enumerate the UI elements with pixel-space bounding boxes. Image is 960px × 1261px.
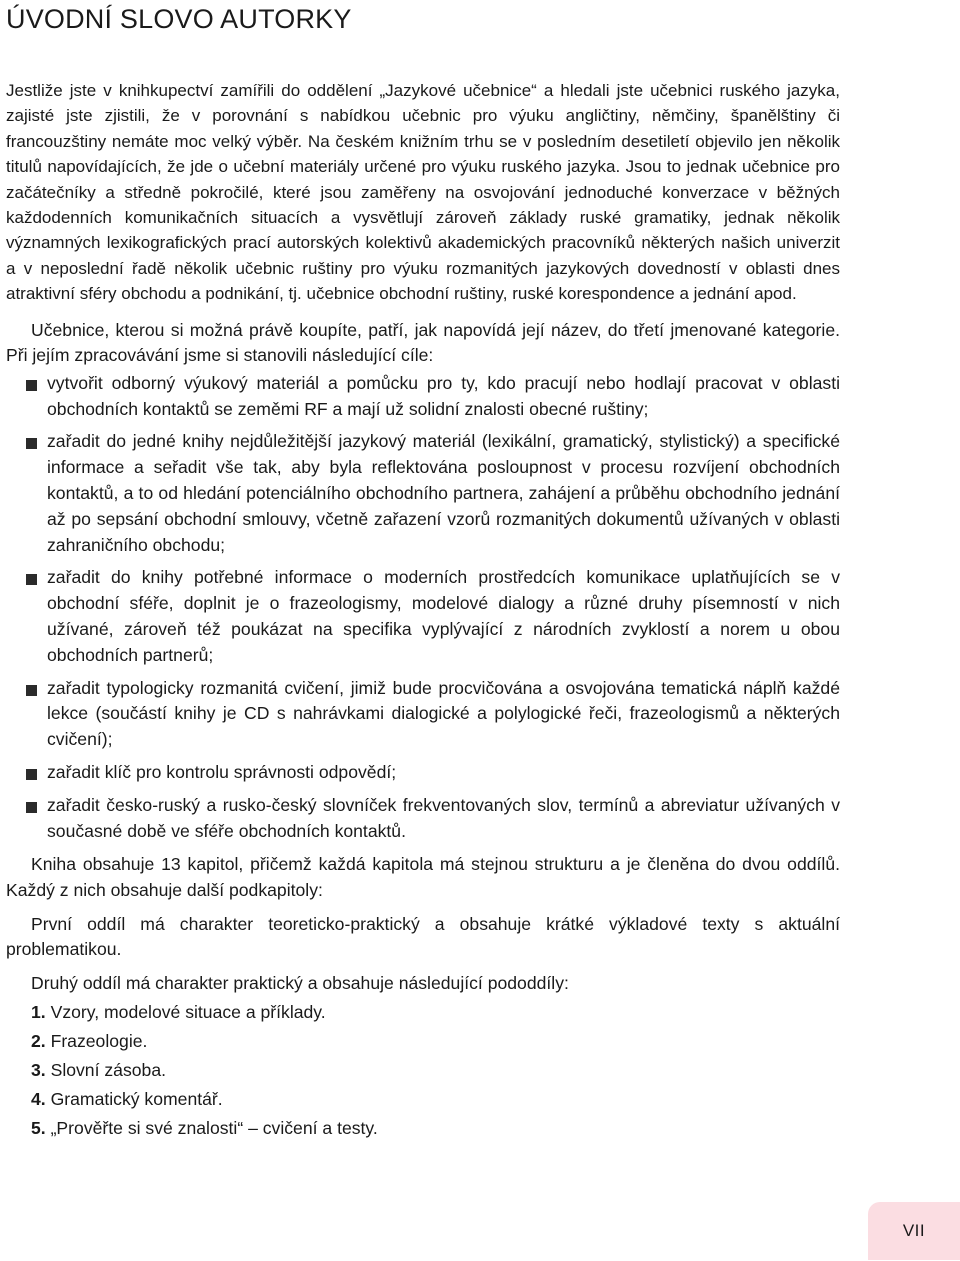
goal-text: vytvořit odborný výukový materiál a pomůcku pro ty, kdo pracují nebo hodlají pracovat v oblasti obchodních kontaktů se zeměmi RF a mají už solidní znalosti obecné ruštiny;	[47, 372, 840, 419]
goal-text: zařadit typologicky rozmanitá cvičení, jimiž bude procvičována a osvojována tematická náplň každé lekce (součástí knihy je CD s nahrávkami dialogické a polylogické řeči, frazeologismů a některých cvičení);	[47, 677, 840, 750]
goals-list	[6, 371, 840, 845]
page-title: ÚVODNÍ SLOVO AUTORKY	[6, 4, 352, 34]
item-text: Gramatický komentář.	[50, 1089, 223, 1110]
page-number: VII	[868, 1202, 960, 1260]
subsection-list	[6, 1000, 840, 1142]
second-section-paragraph: Druhý oddíl má charakter praktický a obsahuje následující pododdíly:	[31, 972, 569, 993]
list-item	[6, 1029, 840, 1055]
list-item	[6, 565, 840, 668]
item-number: 2.	[31, 1031, 46, 1052]
list-item	[6, 1116, 840, 1142]
item-text: Vzory, modelové situace a příklady.	[50, 1002, 326, 1023]
item-text: Slovní zásoba.	[50, 1060, 166, 1081]
square-bullet-icon	[26, 802, 37, 813]
goal-text: zařadit klíč pro kontrolu správnosti odpovědí;	[47, 762, 397, 782]
list-item	[6, 1000, 840, 1026]
list-item	[6, 371, 840, 423]
list-item	[6, 793, 840, 845]
item-number: 3.	[31, 1060, 46, 1081]
intro-paragraph: Jestliže jste v knihkupectví zamířili do oddělení „Jazykové učebnice“ a hledali jste učebnici ruského jazyka, zajisté jste zjistili, že v porovnání s nabídkou učebnic pro výuku angličtiny, němčiny, španělštiny či francouzštiny nemáte moc velký výběr. Na českém knižním trhu se v posledním desetiletí objevilo jen několik titulů napovídajících, že jde o učební materiály určené pro výuku ruského jazyka. Jsou to jednak učebnice pro začátečníky a středně pokročilé, které jsou zaměřeny na osvojování jednoduché konverzace v běžných každodenních komunikačních situacích a vysvětlují zároveň základy ruské gramatiky, jednak několik významných lexikografických prací autorských kolektivů akademických pracovníků některých našich univerzit a v neposlední řadě několik učebnic ruštiny pro výuku rozmanitých jazykových dovedností v oblasti dnes atraktivní sféry obchodu a podnikání, tj. učebnice obchodní ruštiny, ruské korespondence a jednání apod.	[6, 81, 840, 304]
list-item	[6, 760, 840, 786]
item-number: 1.	[31, 1002, 46, 1023]
square-bullet-icon	[26, 380, 37, 391]
list-item	[6, 1058, 840, 1084]
structure-paragraph: Kniha obsahuje 13 kapitol, přičemž každá kapitola má stejnou strukturu a je členěna do dvou oddílů. Každý z nich obsahuje další podkapitoly:	[6, 854, 840, 900]
item-text: Frazeologie.	[50, 1031, 148, 1052]
list-item	[6, 1087, 840, 1113]
goal-text: zařadit do knihy potřebné informace o moderních prostředcích komunikace uplatňujících se v obchodní sféře, doplnit je o frazeologismy, modelové dialogy a různé druhy písemností v nich užívané, zároveň též poukázat na specifika vyplývající z národních zvyklostí a norem u obou obchodních partnerů;	[47, 567, 840, 665]
list-item	[6, 429, 840, 558]
square-bullet-icon	[26, 574, 37, 585]
item-text: „Prověřte si své znalosti“ – cvičení a testy.	[50, 1118, 378, 1139]
square-bullet-icon	[26, 685, 37, 696]
square-bullet-icon	[26, 769, 37, 780]
item-number: 4.	[31, 1089, 46, 1110]
goal-text: zařadit do jedné knihy nejdůležitější jazykový materiál (lexikální, gramatický, stylistický) a specifické informace a seřadit vše tak, aby byla reflektována posloupnost v procesu rozvíjení obchodních kontaktů, a to od hledání potenciálního obchodního partnera, zahájení a průběhu obchodního jednání až po sepsání obchodní smlouvy, včetně zařazení vzorů rozmanitých dokumentů užívaných v oblasti zahraničního obchodu;	[47, 431, 840, 555]
first-section-paragraph: První oddíl má charakter teoreticko-praktický a obsahuje krátké výkladové texty s aktuální problematikou.	[6, 913, 840, 960]
goal-text: zařadit česko-ruský a rusko-český slovníček frekventovaných slov, termínů a abreviatur užívaných v současné době ve sféře obchodních kontaktů.	[47, 794, 840, 841]
list-item	[6, 676, 840, 753]
goals-intro-paragraph: Učebnice, kterou si možná právě koupíte, patří, jak napovídá její název, do třetí jmenované kategorie. Při jejím zpracovávání jsme si stanovili následující cíle:	[6, 319, 840, 366]
square-bullet-icon	[26, 438, 37, 449]
item-number: 5.	[31, 1118, 46, 1139]
body-text	[6, 78, 840, 1145]
